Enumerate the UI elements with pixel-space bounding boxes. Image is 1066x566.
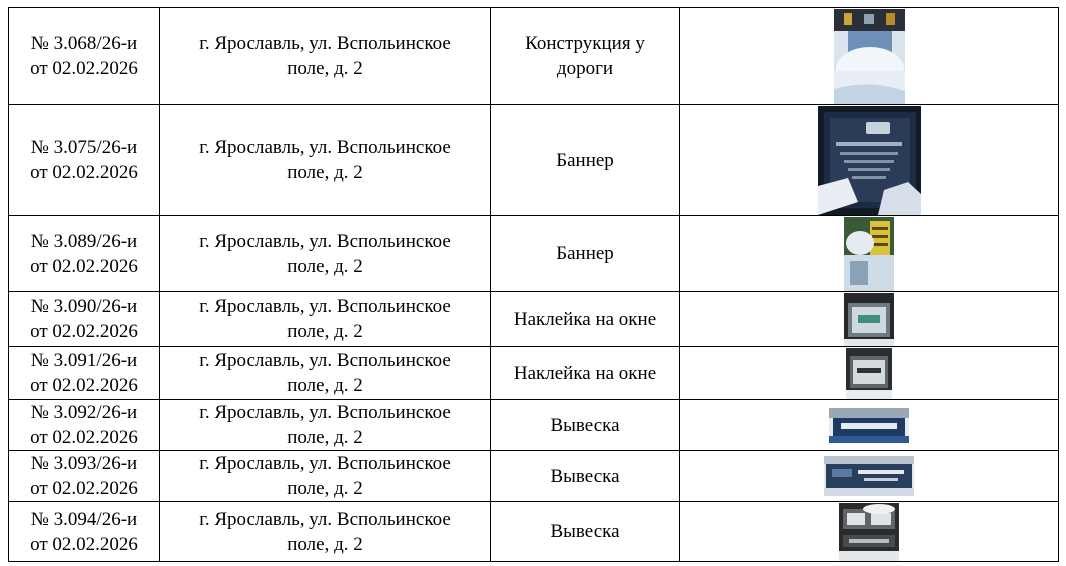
type-line-1: Наклейка на окне bbox=[513, 308, 657, 330]
type-line-1: Вывеска bbox=[550, 465, 620, 487]
permit-number: № 3.094/26-и bbox=[30, 508, 138, 530]
permit-date: от 02.02.2026 bbox=[30, 58, 138, 79]
banner-photo-icon bbox=[818, 106, 921, 215]
address-cell bbox=[160, 400, 491, 451]
permit-number: № 3.091/26-и bbox=[30, 350, 138, 371]
table-row bbox=[9, 400, 1059, 451]
type-line-1: Наклейка на окне bbox=[513, 362, 657, 384]
address-line-2: поле, д. 2 bbox=[287, 162, 363, 183]
address-cell bbox=[160, 347, 491, 400]
type-cell bbox=[491, 216, 680, 292]
address-line-1: г. Ярославль, ул. Вспольинское bbox=[199, 453, 451, 474]
permit-number-cell bbox=[9, 502, 160, 562]
address-line-2: поле, д. 2 bbox=[287, 533, 363, 555]
window-sticker-photo-icon bbox=[846, 348, 892, 399]
address-cell bbox=[160, 105, 491, 216]
address-line-1: г. Ярославль, ул. Вспольинское bbox=[199, 33, 451, 54]
address-cell bbox=[160, 8, 491, 105]
table-row bbox=[9, 8, 1059, 105]
type-line-2: дороги bbox=[556, 58, 614, 79]
type-cell bbox=[491, 8, 680, 105]
address-line-1: г. Ярославль, ул. Вспольинское bbox=[199, 137, 451, 158]
photo-cell bbox=[680, 216, 1059, 292]
window-sticker-photo-icon bbox=[844, 293, 894, 346]
registry-table bbox=[8, 7, 1059, 562]
type-cell bbox=[491, 451, 680, 502]
type-line-1: Вывеска bbox=[550, 521, 620, 542]
type-cell bbox=[491, 105, 680, 216]
permit-date: от 02.02.2026 bbox=[30, 533, 138, 555]
permit-number-cell bbox=[9, 105, 160, 216]
type-line-1: Вывеска bbox=[550, 414, 620, 436]
table-row bbox=[9, 216, 1059, 292]
type-line-1: Конструкция у bbox=[525, 33, 645, 54]
address-line-1: г. Ярославль, ул. Вспольинское bbox=[199, 402, 451, 423]
permit-date: от 02.02.2026 bbox=[30, 427, 138, 448]
photo-cell bbox=[680, 451, 1059, 502]
table-row bbox=[9, 105, 1059, 216]
permit-date: от 02.02.2026 bbox=[30, 321, 138, 342]
photo-cell bbox=[680, 105, 1059, 216]
permit-number-cell bbox=[9, 451, 160, 502]
type-cell bbox=[491, 292, 680, 347]
permit-number: № 3.089/26-и bbox=[30, 230, 138, 252]
permit-date: от 02.02.2026 bbox=[30, 255, 138, 277]
permit-number: № 3.075/26-и bbox=[30, 137, 138, 158]
table-row bbox=[9, 292, 1059, 347]
address-cell bbox=[160, 451, 491, 502]
permit-number: № 3.068/26-и bbox=[30, 33, 138, 54]
permit-number-cell bbox=[9, 8, 160, 105]
address-line-2: поле, д. 2 bbox=[287, 427, 363, 448]
address-cell bbox=[160, 216, 491, 292]
permit-number: № 3.093/26-и bbox=[30, 453, 138, 474]
address-cell bbox=[160, 502, 491, 562]
permit-date: от 02.02.2026 bbox=[30, 375, 138, 396]
permit-number: № 3.092/26-и bbox=[30, 402, 138, 423]
address-line-2: поле, д. 2 bbox=[287, 58, 363, 79]
address-line-2: поле, д. 2 bbox=[287, 321, 363, 342]
photo-cell bbox=[680, 292, 1059, 347]
address-cell bbox=[160, 292, 491, 347]
roadside-construction-photo-icon bbox=[834, 9, 905, 104]
type-cell bbox=[491, 347, 680, 400]
address-line-1: г. Ярославль, ул. Вспольинское bbox=[199, 230, 451, 252]
table-row bbox=[9, 502, 1059, 562]
address-line-1: г. Ярославль, ул. Вспольинское bbox=[199, 508, 451, 530]
type-line-1: Баннер bbox=[556, 243, 614, 264]
address-line-2: поле, д. 2 bbox=[287, 478, 363, 499]
address-line-2: поле, д. 2 bbox=[287, 255, 363, 277]
banner-photo-icon bbox=[844, 217, 894, 291]
address-line-1: г. Ярославль, ул. Вспольинское bbox=[199, 296, 451, 317]
permit-date: от 02.02.2026 bbox=[30, 162, 138, 183]
type-cell bbox=[491, 400, 680, 451]
permit-number: № 3.090/26-и bbox=[30, 296, 138, 317]
type-cell bbox=[491, 502, 680, 562]
permit-number-cell bbox=[9, 216, 160, 292]
address-line-2: поле, д. 2 bbox=[287, 375, 363, 396]
address-line-1: г. Ярославль, ул. Вспольинское bbox=[199, 350, 451, 371]
photo-cell bbox=[680, 502, 1059, 562]
photo-cell bbox=[680, 347, 1059, 400]
signboard-photo-icon bbox=[829, 408, 909, 443]
permit-number-cell bbox=[9, 400, 160, 451]
type-line-1: Баннер bbox=[556, 149, 614, 171]
permit-date: от 02.02.2026 bbox=[30, 478, 138, 499]
signboard-photo-icon bbox=[824, 456, 914, 496]
photo-cell bbox=[680, 400, 1059, 451]
permit-number-cell bbox=[9, 347, 160, 400]
permit-number-cell bbox=[9, 292, 160, 347]
table-row bbox=[9, 451, 1059, 502]
signboard-photo-icon bbox=[839, 503, 899, 561]
table-row bbox=[9, 347, 1059, 400]
photo-cell bbox=[680, 8, 1059, 105]
